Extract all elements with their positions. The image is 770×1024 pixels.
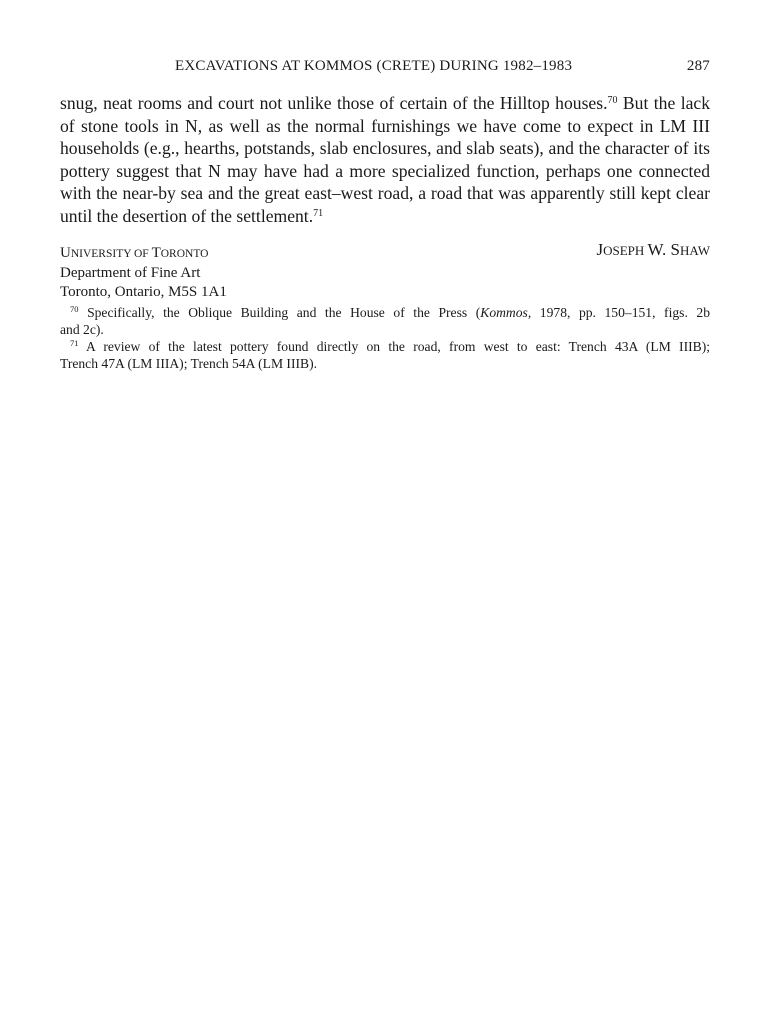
italic-title: Kommos bbox=[480, 305, 528, 320]
running-title: EXCAVATIONS AT KOMMOS (CRETE) DURING 1982–1983 bbox=[175, 58, 573, 74]
footnote-71: $^{71}$ A review of the latest pottery found directly on the road, from west to east: Trench 43A (LM IIIB); Trench 47A (LM IIIA); Trench 54A (LM IIIB). bbox=[60, 338, 710, 371]
footnote-ref-70[interactable]: 70 bbox=[607, 95, 618, 106]
body-line: until the desertion of the settlement.$^{71}$ bbox=[60, 205, 324, 226]
body-line: households (e.g., hearths, potstands, slab enclosures, and slab seats), and the character of its bbox=[60, 138, 710, 158]
author-affiliation bbox=[60, 244, 360, 302]
running-header bbox=[60, 58, 710, 80]
body-line: pottery suggest that N may have had a more specialized function, perhaps one connected bbox=[60, 160, 710, 181]
footnote-70: $^{70}$ Specifically, the Oblique Building and the House of the Press (Kommos, 1978, pp. 150–151, figs. 2b and 2c). bbox=[60, 304, 710, 337]
university-name: UNIVERSITY OF TORONTO bbox=[60, 245, 209, 261]
body-paragraph bbox=[60, 92, 710, 227]
department-name: Department of Fine Art bbox=[60, 265, 201, 281]
body-line: of stone tools in N, as well as the normal furnishings we have come to expect in LM III bbox=[60, 115, 710, 136]
body-line: with the near-by sea and the great east–west road, a road that was apparently still kept clear bbox=[60, 183, 710, 203]
author-name: JOSEPH W. SHAW bbox=[596, 240, 710, 259]
body-line: snug, neat rooms and court not unlike those of certain of the Hilltop houses.$^{70}$ But the lack bbox=[60, 93, 710, 113]
address: Toronto, Ontario, M5S 1A1 bbox=[60, 284, 227, 300]
page-number: 287 bbox=[686, 58, 710, 74]
footnote-ref-71[interactable]: 71 bbox=[313, 207, 324, 219]
footnotes bbox=[60, 304, 710, 372]
